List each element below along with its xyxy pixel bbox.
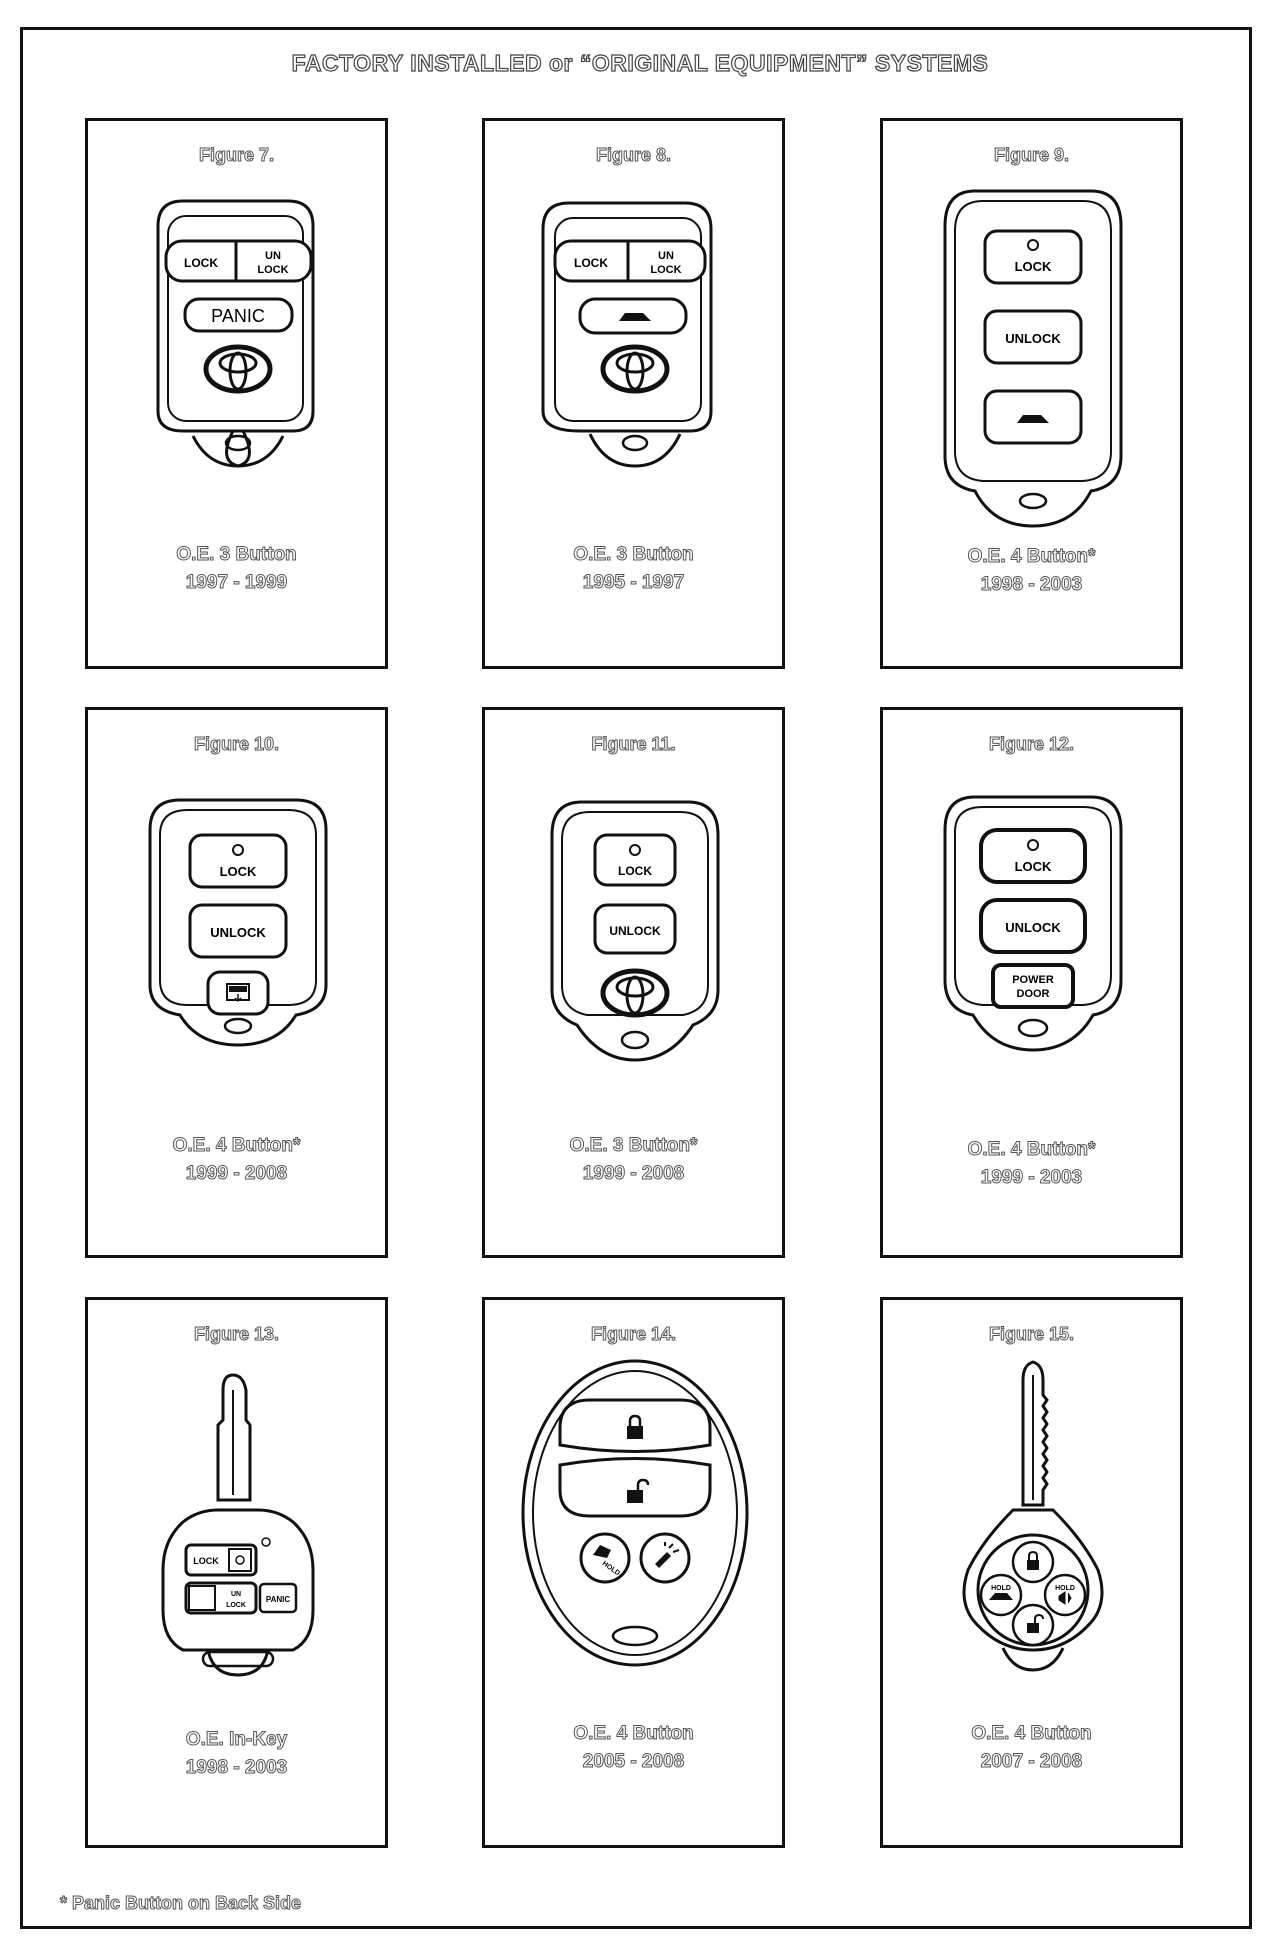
lock-button-label: LOCK [618,864,652,878]
caption-years: 2007 - 2008 [980,1751,1083,1772]
figure-8-panel [482,118,785,669]
figure-caption [485,1132,782,1188]
caption-model: O.E. 4 Button* [967,1139,1096,1160]
caption-model: O.E. In-Key [185,1729,288,1750]
figure-caption [88,1132,385,1188]
unlock-button-label-1: UN [230,1591,242,1598]
footnote: * Panic Button on Back Side [60,1893,302,1913]
unlock-button-label-1: UN [658,250,674,262]
lock-button-label: LOCK [219,864,257,879]
caption-model: O.E. 4 Button* [172,1135,301,1156]
unlock-button-label-2: LOCK [650,264,682,276]
figure-label: Figure 8. [595,145,671,165]
caption-model: O.E. 3 Button* [569,1135,698,1156]
unlock-button-label-1: UN [265,250,281,262]
figure-9-panel [880,118,1183,669]
figure-label: Figure 11. [591,734,676,754]
panic-button-label: PANIC [211,306,265,326]
caption-years: 2005 - 2008 [582,1751,685,1772]
unlock-button-label: UNLOCK [210,925,266,940]
figure-13-panel [85,1297,388,1848]
unlock-button-label-2: LOCK [226,1602,246,1609]
caption-model: O.E. 4 Button [573,1723,694,1744]
hold-label-right: HOLD [1055,1585,1075,1592]
lock-button-label: LOCK [1014,259,1052,274]
unlock-button-label: UNLOCK [609,924,661,938]
power-door-button-label-1: POWER [1012,974,1054,986]
figure-caption [883,543,1180,599]
caption-years: 1995 - 1997 [582,572,685,593]
caption-model: O.E. 4 Button [971,1723,1092,1744]
unlock-button-label-2: LOCK [257,264,289,276]
figure-14-panel [482,1297,785,1848]
figure-label: Figure 7. [198,145,274,165]
figure-7-panel [85,118,388,669]
caption-years: 1997 - 1999 [185,572,288,593]
caption-years: 1998 - 2003 [980,574,1083,595]
figure-label: Figure 9. [993,145,1069,165]
caption-model: O.E. 3 Button [573,544,694,565]
lock-button-label: LOCK [193,1556,219,1566]
lock-button-label: LOCK [1014,859,1052,874]
figure-12-panel [880,707,1183,1258]
lock-button-label: LOCK [184,256,218,270]
lock-button-label: LOCK [574,256,608,270]
unlock-button-label: UNLOCK [1005,920,1061,935]
caption-years: 1999 - 2008 [582,1163,685,1184]
figure-11-panel [482,707,785,1258]
figure-label: Figure 12. [988,734,1075,754]
figure-caption [485,541,782,597]
figure-label: Figure 15. [988,1324,1075,1344]
page-title: FACTORY INSTALLED or “ORIGINAL EQUIPMENT” SYSTEMS [291,50,989,76]
panic-button-label: PANIC [265,1595,291,1604]
figure-caption [883,1136,1180,1192]
figure-caption [88,1726,385,1782]
caption-years: 1998 - 2003 [185,1757,288,1778]
caption-years: 1999 - 2003 [980,1167,1083,1188]
caption-years: 1999 - 2008 [185,1163,288,1184]
figure-label: Figure 14. [590,1324,677,1344]
hold-label: HOLD [600,1560,621,1578]
power-door-button-label-2: DOOR [1016,988,1050,1000]
figure-caption [485,1720,782,1776]
figure-label: Figure 10. [193,734,280,754]
caption-model: O.E. 4 Button* [967,546,1096,567]
figure-15-panel [880,1297,1183,1848]
unlock-button-label: UNLOCK [1005,331,1061,346]
hold-label-left: HOLD [991,1585,1011,1592]
caption-model: O.E. 3 Button [176,544,297,565]
figure-label: Figure 13. [193,1324,280,1344]
figure-caption [883,1720,1180,1776]
figure-10-panel [85,707,388,1258]
figure-caption [88,541,385,597]
